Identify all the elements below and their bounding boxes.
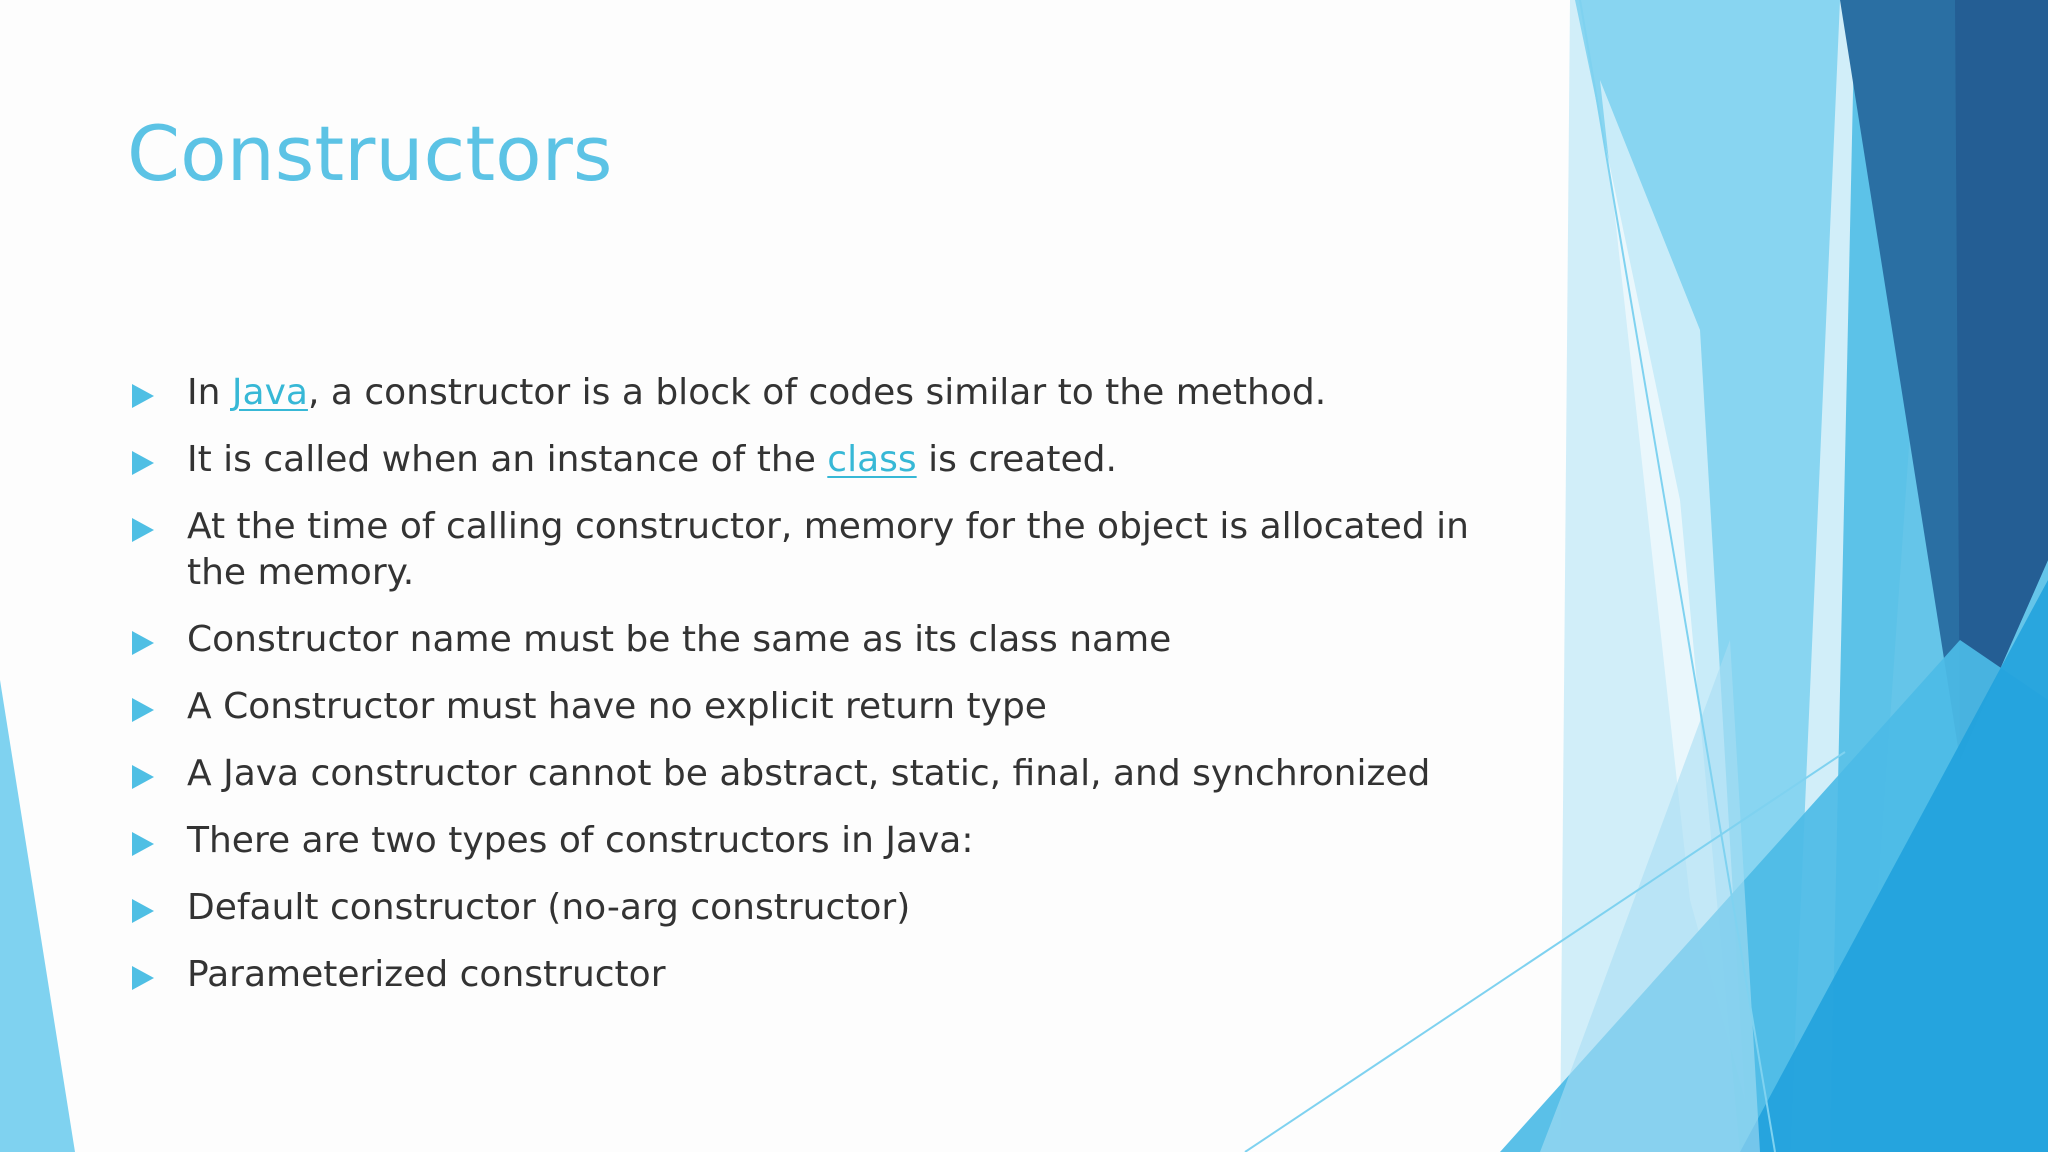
bullet-text: A Java constructor cannot be abstract, static, final, and synchronized: [187, 753, 1431, 794]
bullet-text: Default constructor (no-arg constructor): [187, 887, 911, 928]
bullet-text: , a constructor is a block of codes similar to the method.: [307, 372, 1327, 413]
bullet-item: [128, 885, 1528, 931]
bullet-item: [128, 617, 1528, 663]
bullet-arrow-icon: [132, 966, 154, 990]
bullet-arrow-icon: [132, 631, 154, 655]
bullet-arrow-icon: [132, 698, 154, 722]
bullet-text: At the time of calling constructor, memory for the object is allocated in the memory.: [187, 506, 1469, 593]
bullet-arrow-icon: [132, 899, 154, 923]
bullet-text: There are two types of constructors in Java:: [187, 820, 974, 861]
bullet-arrow-icon: [132, 384, 154, 408]
bullet-text: It is called when an instance of the: [187, 439, 828, 480]
bullet-text: A Constructor must have no explicit return type: [187, 686, 1047, 727]
java-link[interactable]: Java: [231, 372, 308, 413]
bullet-text: In: [187, 372, 232, 413]
bullet-arrow-icon: [132, 451, 154, 475]
bullet-item: [128, 751, 1528, 797]
bullet-item: [128, 504, 1528, 596]
bullet-text: Parameterized constructor: [187, 954, 666, 995]
left-accent-shape: [0, 680, 75, 1152]
bullet-item: [128, 818, 1528, 864]
slide-title: Constructors: [127, 109, 613, 198]
class-link[interactable]: class: [827, 439, 917, 480]
bullet-arrow-icon: [132, 518, 154, 542]
bullet-item: [128, 437, 1528, 483]
bullet-arrow-icon: [132, 832, 154, 856]
bullet-item: [128, 952, 1528, 998]
bullet-text: is created.: [916, 439, 1117, 480]
bullet-arrow-icon: [132, 765, 154, 789]
bullet-item: [128, 370, 1528, 416]
bullet-text: Constructor name must be the same as its class name: [187, 619, 1172, 660]
bullet-item: [128, 684, 1528, 730]
bullet-list: [128, 370, 1528, 1019]
